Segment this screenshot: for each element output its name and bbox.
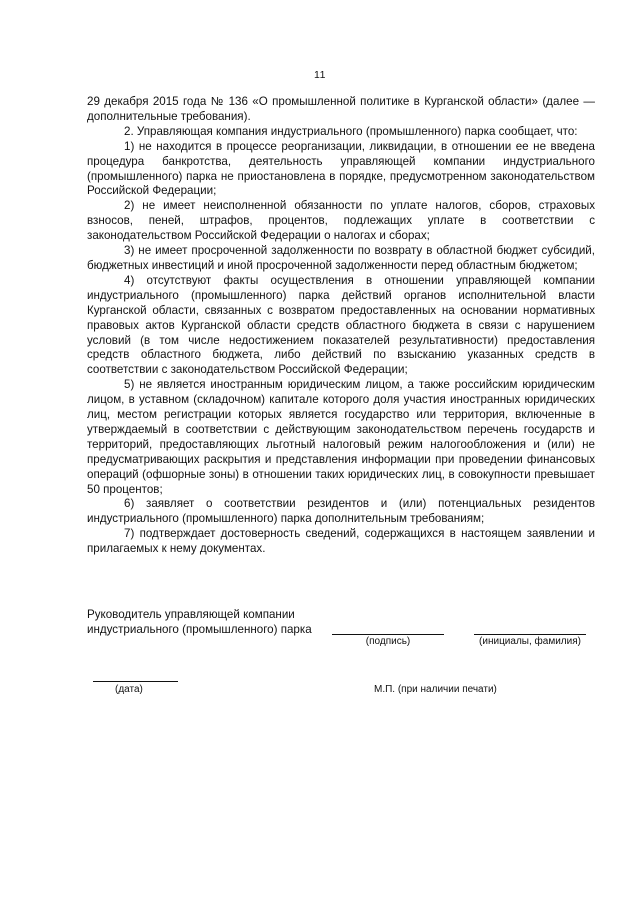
signature-line (332, 634, 444, 647)
date-line (93, 681, 178, 682)
paragraph-item-2: 2) не имеет неисполненной обязанности по уплате налогов, сборов, страховых взносов, пеней, штрафов, процентов, подлежащих уплате в соответствии с законодательством Российской Федерации о налогах и сборах; (87, 199, 595, 243)
paragraph-item-4: 4) отсутствуют факты осуществления в отношении управляющей компании индустриального (промышленного) парка действий органов исполнительной власти Курганской области, связанных с возвратом предоставленных на основании нормативных правовых актов Курганской области средств областного бюджета в связи с нарушением условий (в том числе недостижением показателей результативности) предоставления средств областного бюджета, либо действий по взысканию указанных средств в соответствии с законодательством Российской Федерации; (87, 273, 595, 377)
signature-block (87, 607, 607, 637)
paragraph-item-6: 6) заявляет о соответствии резидентов и (или) потенциальных резидентов индустриального (промышленного) парка дополнительным требованиям; (87, 497, 595, 526)
paragraph-item-3: 3) не имеет просроченной задолженности по возврату в областной бюджет субсидий, бюджетных инвестиций и иной просроченной задолженности перед областным бюджетом; (87, 244, 595, 272)
signer-title-line1: Руководитель управляющей компании (87, 608, 295, 621)
signer-title-line2: индустриального (промышленного) парка (87, 623, 312, 636)
document-body (87, 95, 595, 557)
paragraph-intro: 29 декабря 2015 года № 136 «О промышленной политике в Курганской области» (далее — дополнительные требования). (87, 95, 595, 123)
paragraph-clause-2: 2. Управляющая компания индустриального (промышленного) парка сообщает, что: (124, 124, 578, 138)
name-line (474, 634, 586, 647)
paragraph-item-5: 5) не является иностранным юридическим лицом, а также российским юридическим лицом, в уставном (складочном) капитале которого доля участия иностранных юридических лиц, местом регистрации которых является государство или территория, включенные в утверждаемый в соответствии с действующим законодательством перечень государств и территорий, предоставляющих льготный налоговый режим налогообложения и (или) не предусматривающих раскрытия и представления информации при проведении финансовых операций (офшорные зоны) в отношении таких юридических лиц, в совокупности превышает 50 процентов; (87, 378, 595, 496)
signature-label: (подпись) (365, 636, 411, 647)
date-label: (дата) (115, 684, 143, 695)
name-label: (инициалы, фамилия) (479, 636, 581, 647)
page-number: 11 (314, 69, 326, 81)
stamp-label: М.П. (при наличии печати) (374, 684, 497, 695)
paragraph-item-7: 7) подтверждает достоверность сведений, содержащихся в настоящем заявлении и прилагаемых к нему документах. (87, 527, 595, 556)
paragraph-item-1: 1) не находится в процессе реорганизации, ликвидации, в отношении ее не введена процедура банкротства, деятельность управляющей компании индустриального (промышленного) парка не приостановлена в порядке, предусмотренном законодательством Российской Федерации; (87, 139, 595, 198)
